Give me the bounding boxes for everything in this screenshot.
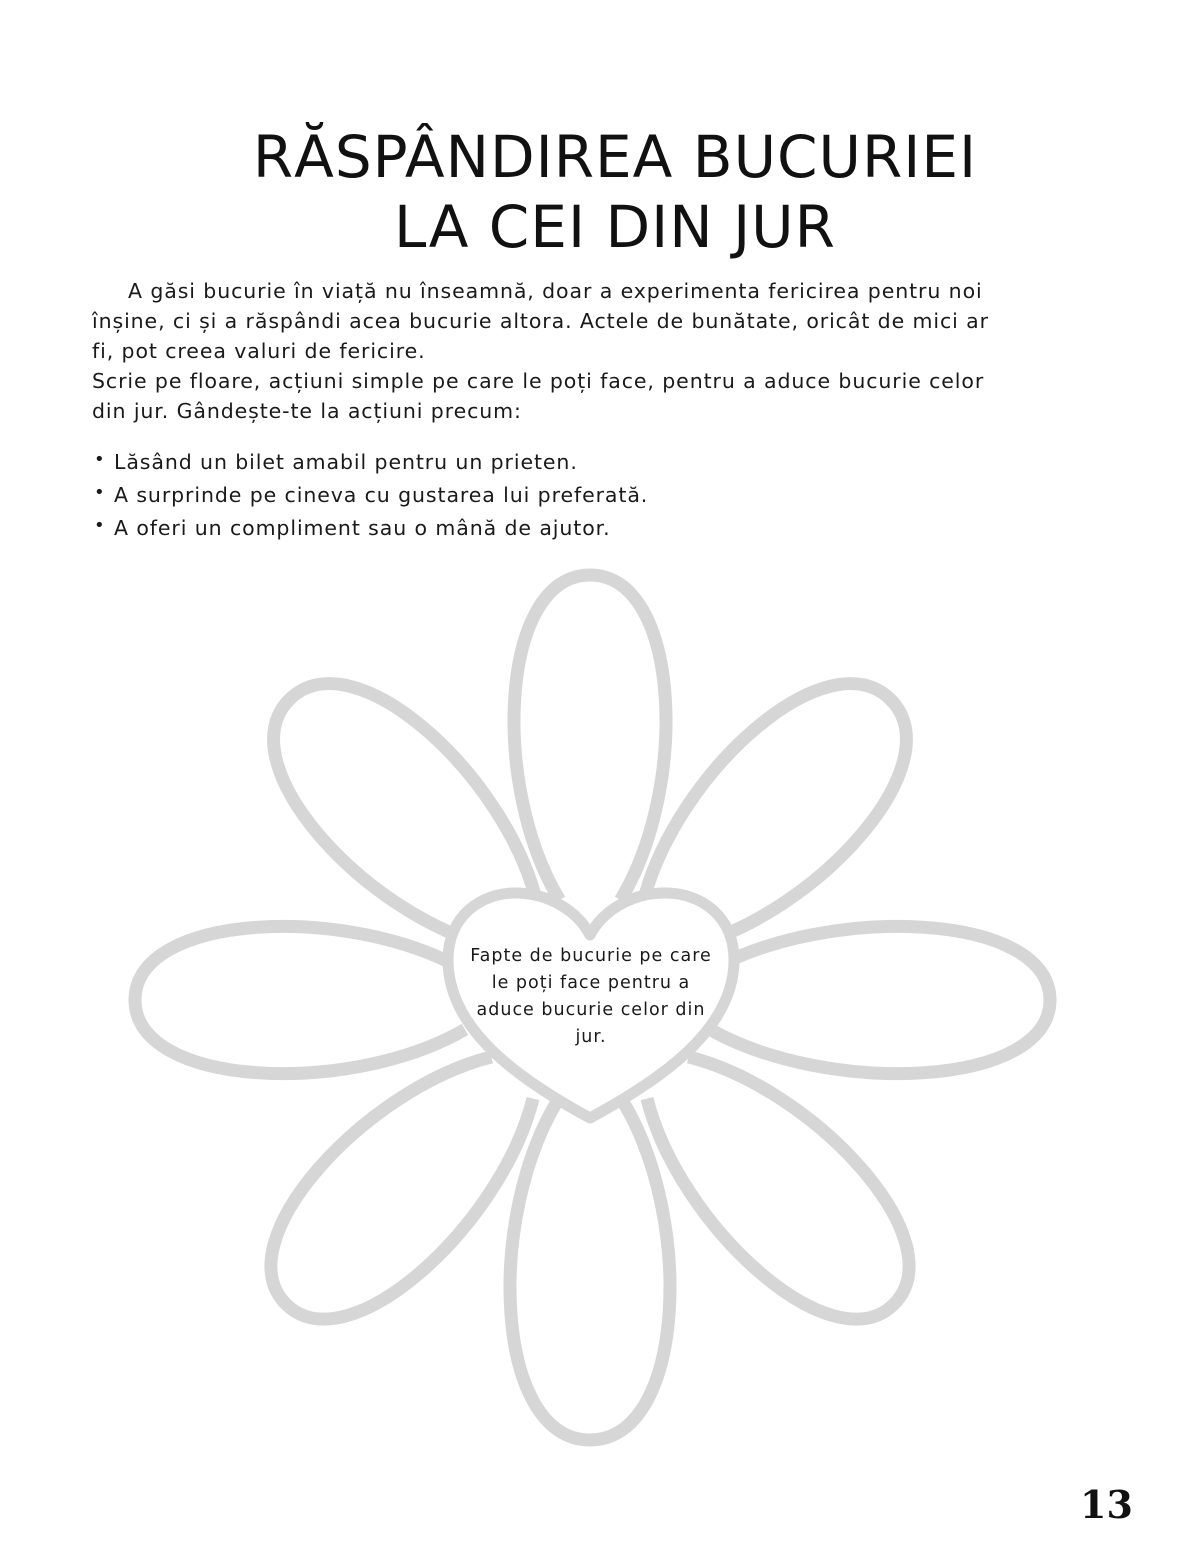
- intro-line-5: din jur. Gândește-te la acțiuni precum:: [92, 399, 522, 423]
- flower-center-text: Fapte de bucurie pe care le poți face pentru a aduce bucurie celor din jur.: [470, 946, 712, 1047]
- intro-line-3: fi, pot creea valuri de fericire.: [92, 339, 426, 363]
- title-line-2: LA CEI DIN JUR: [394, 193, 836, 261]
- petal-right[interactable]: [710, 926, 1050, 1073]
- petal-bottom[interactable]: [510, 1100, 670, 1440]
- list-item: • Lăsând un bilet amabil pentru un prieten.: [94, 446, 1094, 479]
- intro-line-2: înșine, ci și a răspândi acea bucurie altora. Actele de bunătate, oricât de mici ar: [92, 309, 989, 333]
- intro-line-1: A găsi bucurie în viață nu înseamnă, doar a experimenta fericirea pentru noi: [128, 279, 983, 303]
- list-item: • A oferi un compliment sau o mână de ajutor.: [94, 512, 1094, 545]
- petal-left[interactable]: [135, 926, 465, 1073]
- title-line-1: RĂSPÂNDIREA BUCURIEI: [252, 123, 978, 191]
- page-number: 13: [1080, 1482, 1133, 1527]
- intro-line-4: Scrie pe floare, acțiuni simple pe care le poți face, pentru a aduce bucurie celor: [92, 369, 985, 393]
- list-item: • A surprinde pe cineva cu gustarea lui preferată.: [94, 479, 1094, 512]
- petal-top[interactable]: [514, 575, 666, 900]
